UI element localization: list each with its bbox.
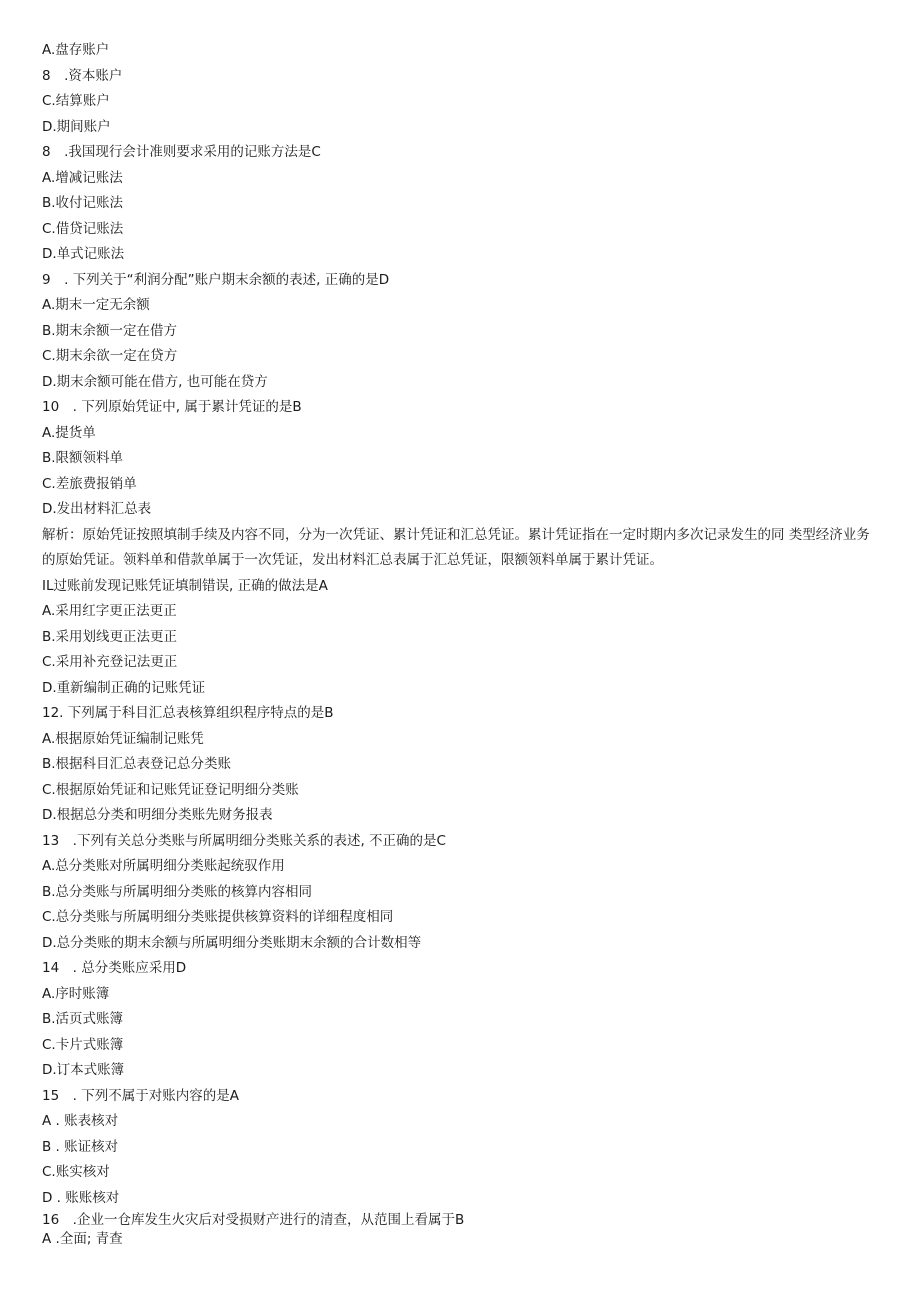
question-line: 14 . 总分类账应采用D [42, 960, 187, 976]
option-line: A.采用红字更正法更正 [42, 603, 177, 619]
option-line: D.期末余额可能在借方, 也可能在贷方 [42, 373, 268, 390]
question-line: 9 . 下列关于“利润分配”账户期末余额的表述, 正确的是D [42, 271, 390, 288]
option-line: C.借贷记账法 [42, 220, 124, 237]
option-line: C.差旅费报销单 [42, 475, 137, 492]
option-line: B.采用划线更正法更正 [42, 628, 178, 645]
question-line: 15 . 下列不属于对账内容的是A [42, 1087, 239, 1104]
option-line: B . 账证核对 [42, 1138, 119, 1155]
option-line: B.限额领料单 [42, 450, 124, 466]
question-line: 8 .资本账户 [42, 67, 123, 84]
text-line: C.结算账户 [42, 93, 110, 109]
option-line: B.活页式账簿 [42, 1011, 124, 1027]
option-line: D.发出材料汇总表 [42, 501, 152, 517]
text-line: A.盘存账户 [42, 42, 110, 58]
option-line: A.提货单 [42, 424, 96, 441]
option-line: B.收付记账法 [42, 195, 124, 211]
question-line: IL过账前发现记账凭证填制错误, 正确的做法是A [42, 577, 328, 594]
text-line: D.期间账户 [42, 118, 111, 135]
question-line: 8 .我国现行会计准则要求采用的记账方法是C [42, 144, 321, 160]
question-line: 13 .下列有关总分类账与所属明细分类账关系的表述, 不正确的是C [42, 832, 446, 849]
option-line: A.增减记账法 [42, 169, 123, 186]
option-line: B.根据科目汇总表登记总分类账 [42, 756, 232, 772]
option-line: A .全面; 青查 [42, 1231, 123, 1247]
analysis-paragraph: 解析：原始凭证按照填制手续及内容不同，分为一次凭证、累计凭证和汇总凭证。累计凭证指在一定时期内多次记录发生的同 类型经济业务的原始凭证。领料单和借款单属于一次凭证，发出材料汇总表属于汇总凭证，限额领料单属于累计凭证。 [42, 526, 870, 568]
option-line: C.期末余欲一定在贷方 [42, 348, 178, 364]
option-line: D.根据总分类和明细分类账先财务报表 [42, 807, 273, 823]
option-line: A.期末一定无余额 [42, 297, 150, 313]
option-line: C.根据原始凭证和记账凭证登记明细分类账 [42, 781, 299, 798]
option-line: C.账实核对 [42, 1164, 110, 1180]
option-line: D.重新编制正确的记账凭证 [42, 679, 206, 696]
question-line: 12. 下列属于科目汇总表核算组织程序特点的是B [42, 705, 334, 721]
option-line: A.根据原始凭证编制记账凭 [42, 730, 204, 747]
document-body [42, 38, 882, 1249]
option-line: A . 账表核对 [42, 1113, 119, 1129]
option-line: C.总分类账与所属明细分类账提供核算资料的详细程度相同 [42, 909, 394, 925]
question-line: 10 . 下列原始凭证中, 属于累计凭证的是B [42, 399, 302, 415]
option-line: A.序时账簿 [42, 985, 110, 1002]
option-line: D . 账账核对 [42, 1189, 120, 1206]
option-line: A.总分类账对所属明细分类账起统驭作用 [42, 858, 285, 874]
option-line: C.卡片式账簿 [42, 1036, 124, 1053]
question-line: 16 .企业一仓库发生火灾后对受损财产进行的清查，从范围上看属于B [42, 1212, 465, 1228]
option-line: D.总分类账的期末余额与所属明细分类账期末余额的合计数相等 [42, 934, 422, 951]
option-line: D.单式记账法 [42, 246, 125, 262]
option-line: B.总分类账与所属明细分类账的核算内容相同 [42, 883, 313, 900]
option-line: D.订本式账簿 [42, 1062, 125, 1078]
option-line: C.采用补充登记法更正 [42, 654, 178, 670]
option-line: B.期末余额一定在借方 [42, 322, 178, 339]
